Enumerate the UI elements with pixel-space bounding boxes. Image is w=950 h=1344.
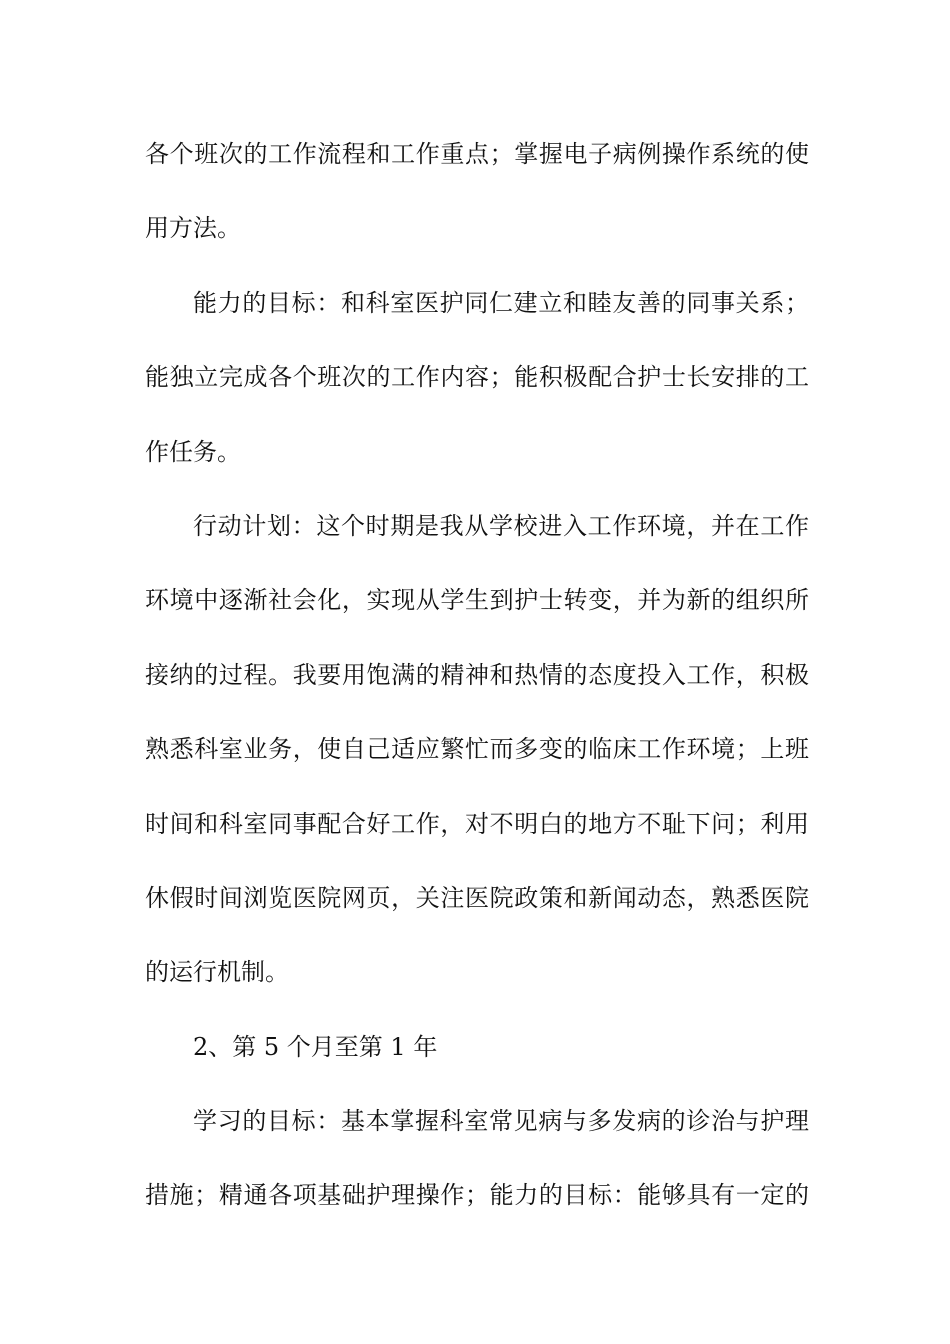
text-line: 措施；精通各项基础护理操作；能力的目标：能够具有一定的 — [145, 1181, 809, 1210]
text-line: 用方法。 — [145, 214, 241, 243]
paragraph-start-line: 行动计划：这个时期是我从学校进入工作环境，并在工作 — [193, 511, 809, 540]
text-line: 作任务。 — [145, 437, 241, 466]
text-line: 接纳的过程。我要用饱满的精神和热情的态度投入工作，积极 — [145, 660, 809, 689]
text-line: 时间和科室同事配合好工作，对不明白的地方不耻下问；利用 — [145, 809, 809, 838]
text-line: 的运行机制。 — [145, 958, 289, 987]
text-line: 休假时间浏览医院网页，关注医院政策和新闻动态，熟悉医院 — [145, 883, 809, 912]
body-text — [145, 124, 809, 1240]
text-line: 熟悉科室业务，使自己适应繁忙而多变的临床工作环境；上班 — [145, 735, 809, 764]
paragraph-start-line: 能力的目标：和科室医护同仁建立和睦友善的同事关系； — [193, 288, 809, 317]
section-heading: 2、第 5 个月至第 1 年 — [193, 1032, 438, 1061]
paragraph-start-line: 学习的目标：基本掌握科室常见病与多发病的诊治与护理 — [193, 1107, 809, 1136]
text-line: 环境中逐渐社会化，实现从学生到护士转变，并为新的组织所 — [145, 586, 809, 615]
text-line: 各个班次的工作流程和工作重点；掌握电子病例操作系统的使 — [145, 140, 809, 168]
text-line: 能独立完成各个班次的工作内容；能积极配合护士长安排的工 — [145, 363, 809, 392]
